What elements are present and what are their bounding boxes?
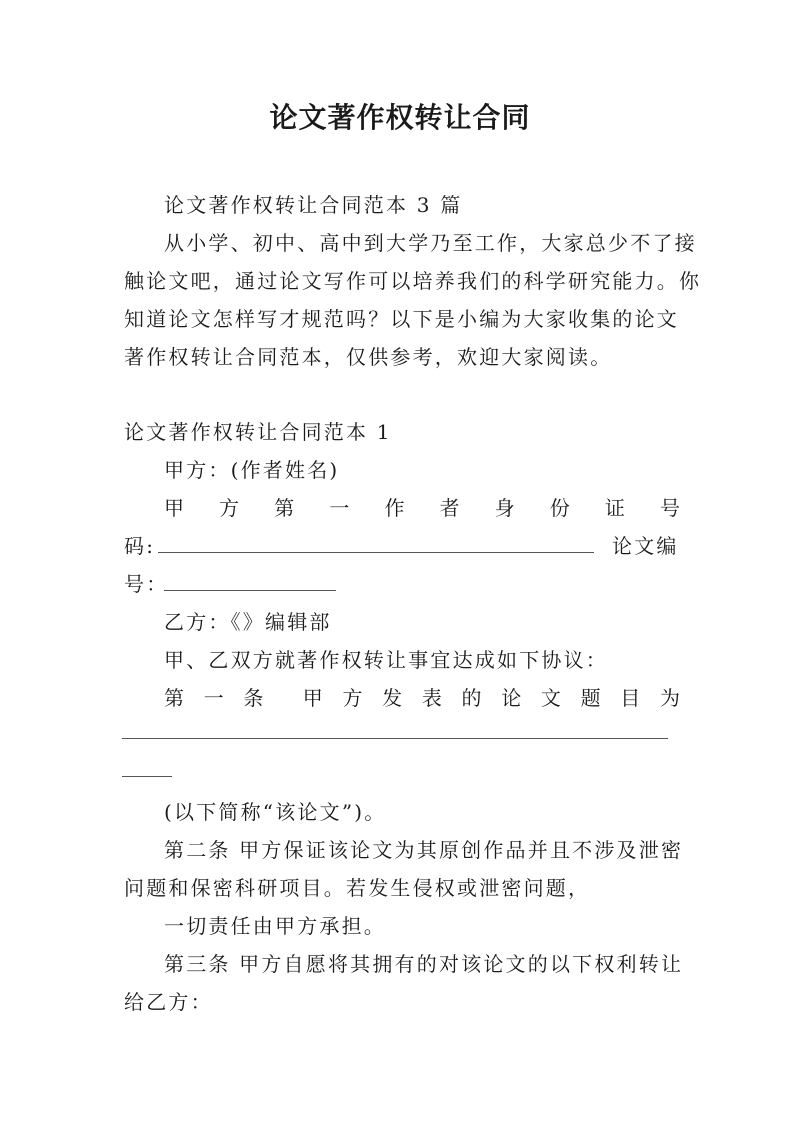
article-1-char: 题 — [580, 686, 601, 710]
paper-number-label-2: 号： — [124, 572, 169, 596]
intro-line-1: 从小学、初中、高中到大学乃至工作，大家总少不了接 — [164, 231, 697, 255]
id-number-line-2 — [124, 532, 155, 560]
article-1-char: 方 — [342, 686, 363, 710]
id-number-line — [164, 494, 680, 522]
id-char: 第 — [274, 496, 295, 520]
intro-line-4: 著作权转让合同范本，仅供参考，欢迎大家阅读。 — [124, 345, 613, 369]
party-a: 甲方：(作者姓名) — [164, 458, 340, 482]
party-b: 乙方：《》编辑部 — [164, 610, 332, 634]
article-1-char: 文 — [540, 686, 561, 710]
section-heading: 论文著作权转让合同范本 1 — [124, 420, 392, 444]
paper-number-blank — [164, 590, 336, 591]
article-1-char: 一 — [203, 686, 224, 710]
article-1-char: 第 — [164, 686, 184, 710]
id-number-blank — [158, 552, 594, 553]
intro-line-2: 触论文吧，通过论文写作可以培养我们的科学研究能力。你 — [124, 269, 702, 293]
id-char: 身 — [494, 496, 515, 520]
article-1-char: 条 — [243, 686, 264, 710]
article-2-line-1: 第二条 甲方保证该论文为其原创作品并且不涉及泄密 — [164, 838, 684, 862]
id-char: 号 — [659, 496, 680, 520]
id-char: 份 — [549, 496, 570, 520]
article-1-char: 发 — [382, 686, 403, 710]
article-1-char: 甲 — [302, 686, 323, 710]
id-char: 者 — [439, 496, 460, 520]
intro-line-3: 知道论文怎样写才规范吗？以下是小编为大家收集的论文 — [124, 307, 679, 331]
article-1-char: 为 — [659, 686, 680, 710]
agreement-statement: 甲、乙双方就著作权转让事宜达成如下协议： — [164, 648, 608, 672]
id-char: 甲 — [164, 496, 184, 520]
article-3-line-2: 给乙方： — [124, 990, 213, 1014]
article-1-line — [164, 684, 680, 712]
article-1-title-blank — [122, 738, 668, 739]
article-1-char: 论 — [501, 686, 522, 710]
article-1-char: 目 — [620, 686, 641, 710]
article-3-line-1: 第三条 甲方自愿将其拥有的对该论文的以下权利转让 — [164, 952, 684, 976]
article-2-line-2: 问题和保密科研项目。若发生侵权或泄密问题， — [124, 876, 591, 900]
id-char: 一 — [329, 496, 350, 520]
article-1-char: 表 — [421, 686, 442, 710]
paper-number-label: 论文编 — [612, 534, 679, 558]
subtitle: 论文著作权转让合同范本 3 篇 — [164, 193, 463, 217]
id-prefix: 码: — [124, 534, 156, 558]
article-2-line-3: 一切责任由甲方承担。 — [164, 914, 386, 938]
document-title: 论文著作权转让合同 — [269, 101, 531, 134]
article-1-title-blank-2 — [122, 776, 172, 777]
id-char: 方 — [219, 496, 240, 520]
article-1-tail: (以下简称“该论文”)。 — [164, 800, 387, 824]
id-char: 证 — [604, 496, 625, 520]
article-1-char: 的 — [461, 686, 482, 710]
id-char: 作 — [384, 496, 405, 520]
